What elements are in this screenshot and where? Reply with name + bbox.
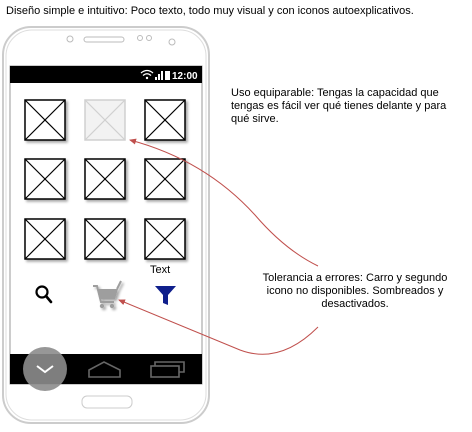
placeholder-image-4[interactable]: [25, 159, 65, 199]
placeholder-image-3[interactable]: [145, 100, 185, 140]
home-button: [82, 396, 132, 408]
header-text: Diseño simple e intuitivo: Poco texto, todo muy visual y con iconos autoexplicativos.: [6, 5, 414, 17]
placeholder-image-9[interactable]: [145, 219, 185, 259]
placeholder-image-8[interactable]: [85, 219, 125, 259]
status-time: 12:00: [172, 71, 198, 82]
placeholder-image-7[interactable]: [25, 219, 65, 259]
image-grid: [25, 100, 185, 259]
back-icon[interactable]: [23, 347, 67, 391]
placeholder-image-6[interactable]: [145, 159, 185, 199]
battery-icon: [165, 71, 170, 80]
placeholder-image-1[interactable]: [25, 100, 65, 140]
usability-note: Uso equiparable: Tengas la capacidad que tengas es fácil ver qué tienes delante y para qué sirve.: [231, 87, 447, 125]
icon-label: Text: [150, 264, 171, 276]
placeholder-image-2: [85, 100, 125, 140]
placeholder-image-5[interactable]: [85, 159, 125, 199]
error-tolerance-note: Tolerancia a errores: Carro y segundo icono no disponibles. Sombreados y desactivados.: [262, 272, 448, 310]
